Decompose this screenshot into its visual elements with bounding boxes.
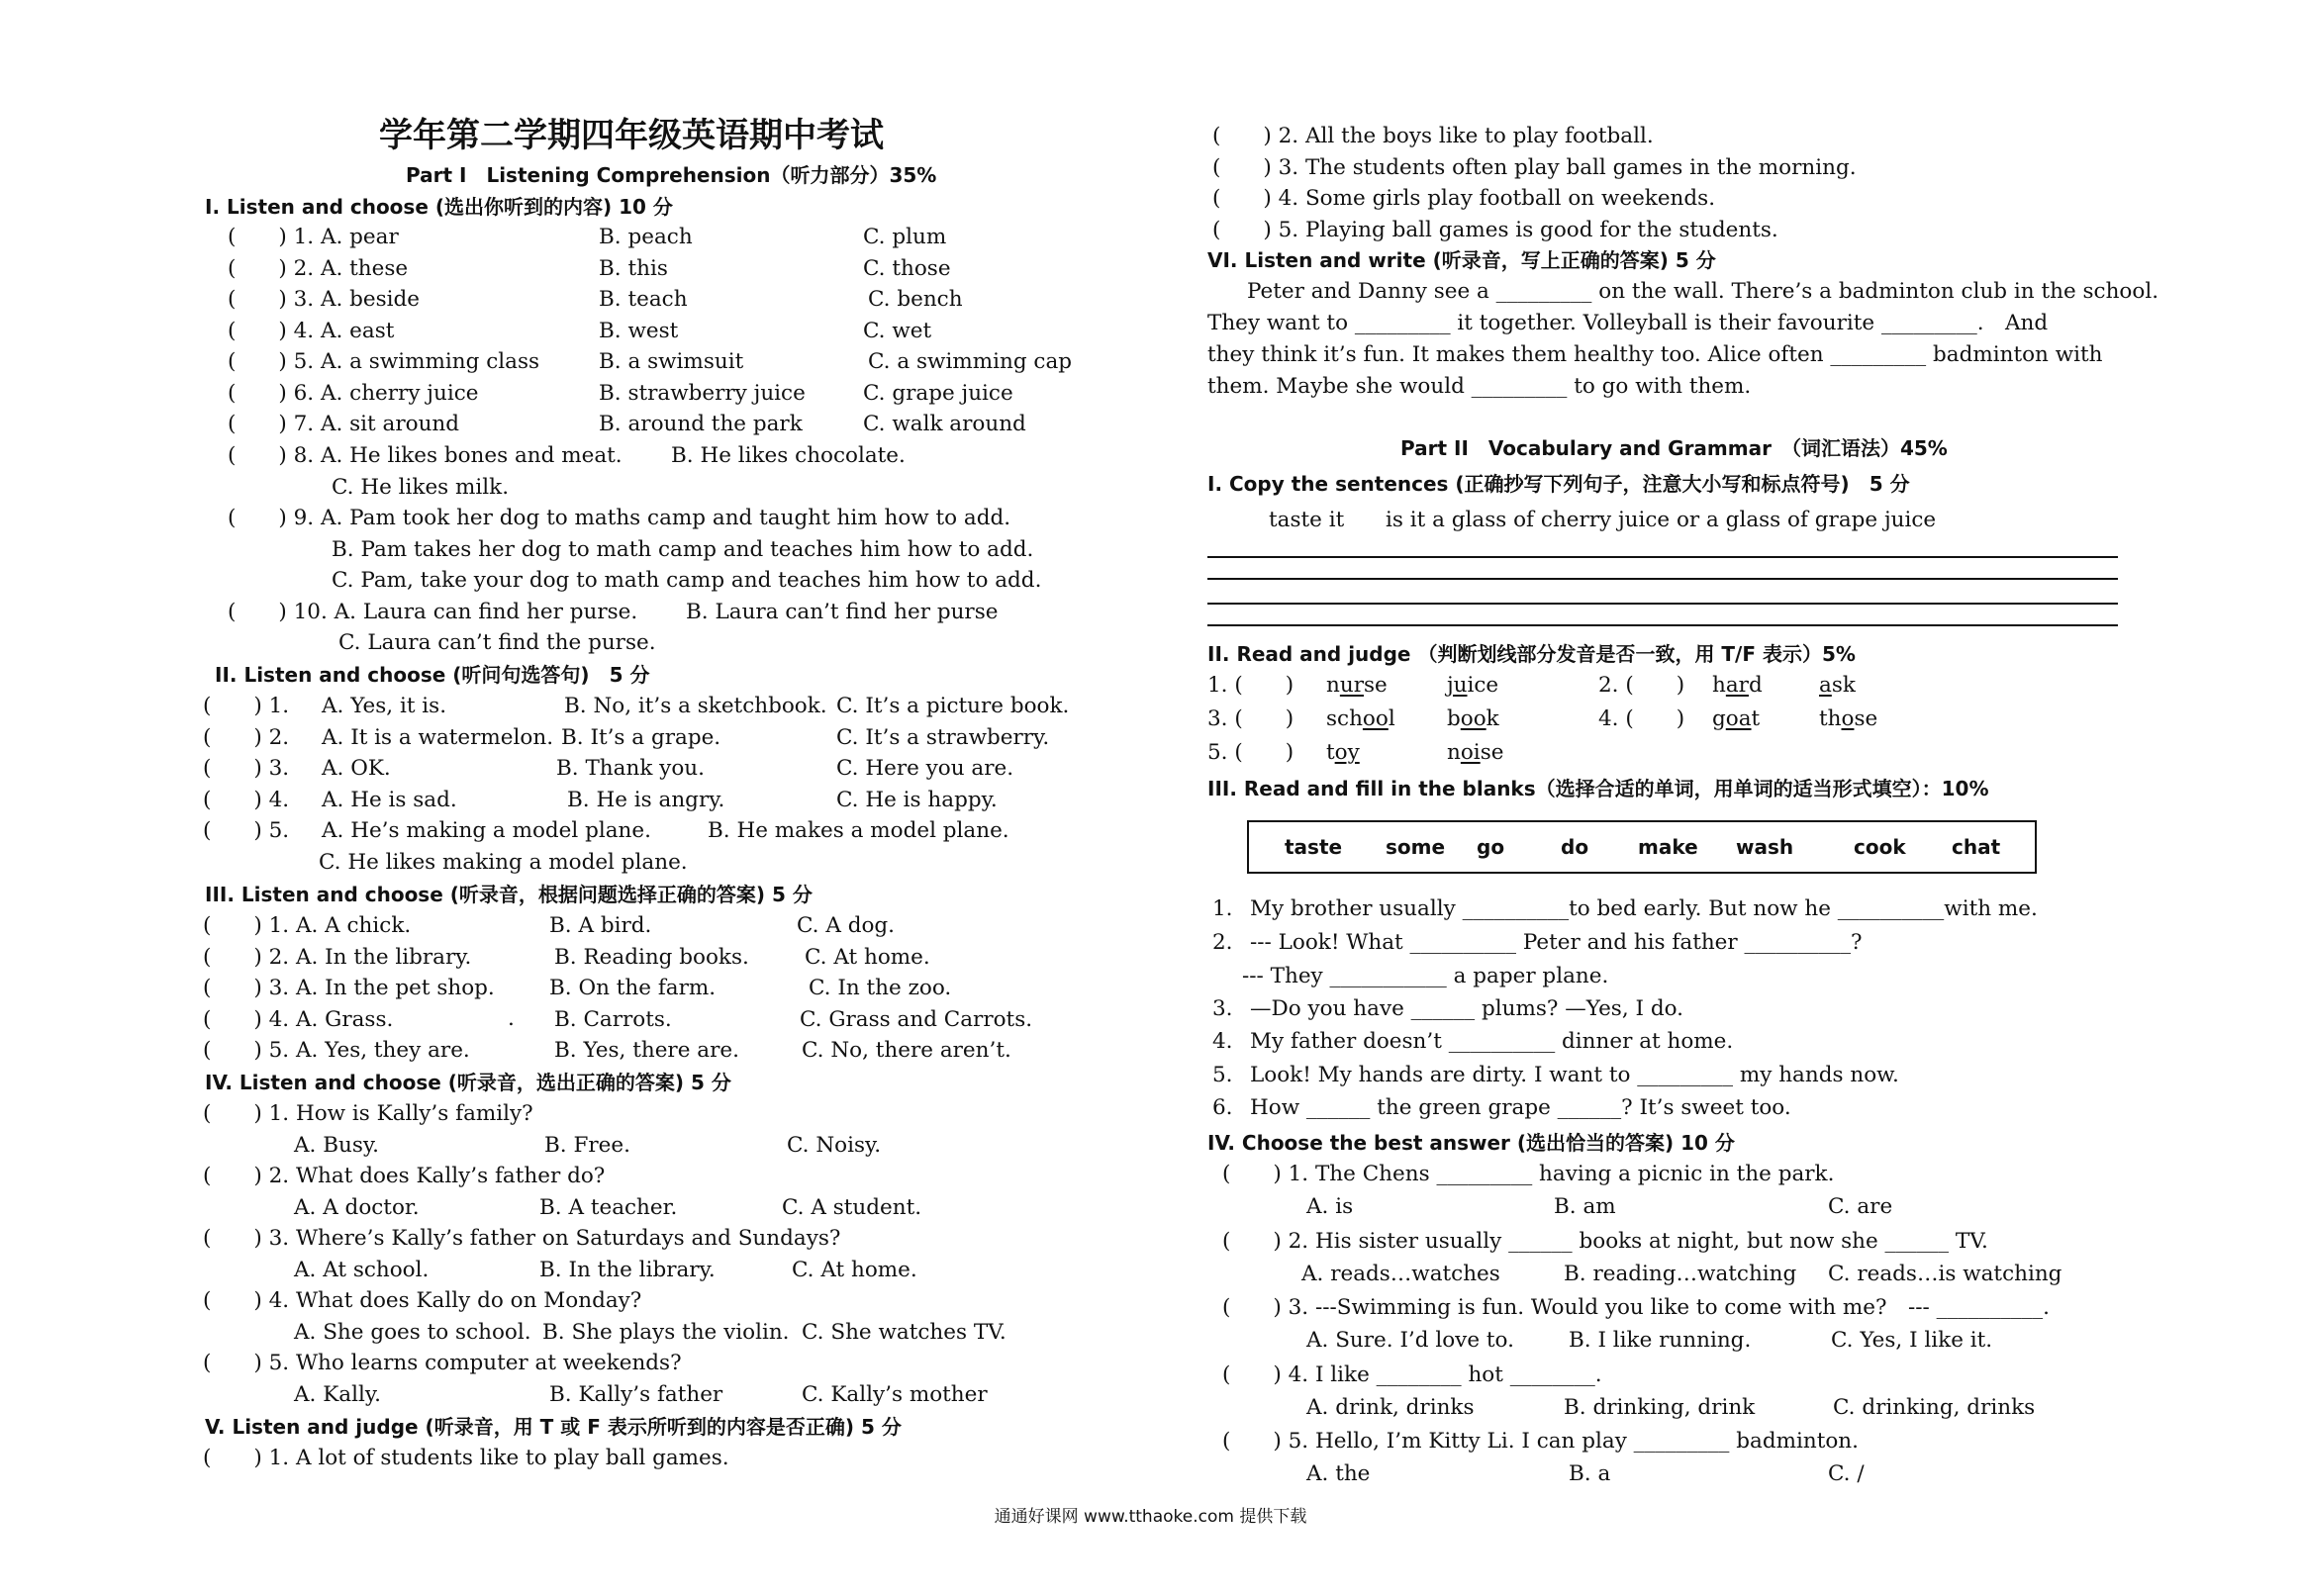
c3-item-text: Look! My hands are dirty. I want to _________ my hands now. [1250,1063,1899,1087]
s1-q8-c: C. He likes milk. [332,475,510,500]
c2-word: noise [1447,740,1504,765]
c2-word: those [1819,706,1878,731]
s1-option-b: B. strawberry juice [599,380,806,406]
c4-option-a: A. Sure. I’d love to. [1306,1328,1514,1353]
s1-question: ( ) 4. A. east [228,318,395,343]
s4-option-c: C. Noisy. [787,1133,882,1158]
s2-q5-prefix: ( ) 5. [203,818,290,843]
s2-option-c: C. Here you are. [836,756,1014,781]
s2-option-b: B. Thank you. [556,756,705,781]
c2-word: school [1326,706,1395,731]
s1-question: ( ) 7. A. sit around [228,412,460,436]
c4-option-b: B. a [1569,1461,1611,1486]
c2-word: toy [1326,740,1360,765]
c3-item-text: —Do you have ______ plums? —Yes, I do. [1250,996,1683,1021]
s2-prefix: ( ) 4. [203,787,290,812]
s1-option-c: C. plum [863,225,947,249]
s1-option-b: B. peach [599,225,693,249]
s2-option-c: C. It’s a strawberry. [836,724,1050,750]
s2-q5-b: B. He makes a model plane. [708,818,1009,843]
s4-option-c: C. Kally’s mother [802,1382,988,1407]
s4-question: ( ) 1. How is Kally’s family? [203,1101,533,1126]
s1-q9-b: B. Pam takes her dog to math camp and teaches him how to add. [332,537,1034,562]
c3-item-text: My father doesn’t __________ dinner at home. [1250,1029,1734,1054]
c2-word: juice [1447,673,1499,698]
s6-passage-line: them. Maybe she would _________ to go with them. [1207,374,1752,399]
s2-option-b: B. He is angry. [567,787,725,812]
s4-option-a: A. A doctor. [294,1195,420,1220]
c2-item-number: 3. ( ) [1207,706,1294,731]
c2-item-number: 5. ( ) [1207,740,1294,765]
c4-option-c: C. Yes, I like it. [1831,1328,1993,1353]
copy-line-3 [1207,603,2118,605]
s5-q1: ( ) 1. A lot of students like to play ball games. [203,1446,729,1470]
c2-word: ask [1819,673,1856,698]
s4-option-b: B. In the library. [539,1258,716,1282]
s4-option-c: C. A student. [782,1195,922,1220]
s1-q8-a: ( ) 8. A. He likes bones and meat. [228,443,623,468]
c3-item-number: 6. [1212,1095,1233,1120]
s2-prefix: ( ) 3. [203,756,290,781]
c2-word: nurse [1326,673,1388,698]
c4-question: ( ) 4. I like ________ hot ________. [1222,1361,1602,1387]
s4-option-b: B. She plays the violin. [542,1320,790,1345]
s3-option-b: B. Carrots. [554,1006,672,1032]
s3-option-c: C. Grass and Carrots. [800,1006,1033,1032]
s2-prefix: ( ) 1. [203,694,290,718]
s3-option-b: B. Reading books. [554,944,749,970]
copy-line-2 [1207,578,2118,580]
c4-question: ( ) 1. The Chens _________ having a picnic in the park. [1222,1162,1835,1186]
s4-option-a: A. At school. [294,1258,430,1282]
s3-option-c: C. A dog. [797,913,896,938]
s2-option-a: A. OK. [322,756,391,781]
s2-option-a: A. It is a watermelon. [322,724,554,750]
s1-option-c: C. grape juice [863,380,1013,406]
c2-item-number: 2. ( ) [1598,673,1685,698]
c4-option-c: C. reads…is watching [1828,1261,2062,1286]
s3-question: ( ) 1. A. A chick. [203,913,412,938]
s6-passage-line: They want to _________ it together. Volleyball is their favourite _________. And [1207,311,2049,335]
s3-stray-dot: . [508,1006,515,1031]
s6-heading: VI. Listen and write (听录音，写上正确的答案) 5 分 [1207,248,1716,272]
s5-question: ( ) 5. Playing ball games is good for the students. [1212,217,1778,242]
s2-q5-c: C. He likes making a model plane. [319,850,688,875]
word-bank-word: make [1638,835,1698,859]
s2-option-a: A. He is sad. [322,787,457,812]
word-bank-word: some [1386,835,1446,859]
s4-heading: IV. Listen and choose (听录音，选出正确的答案) 5 分 [205,1071,731,1094]
s3-heading: III. Listen and choose (听录音，根据问题选择正确的答案) 5 分 [205,883,813,906]
c4-option-a: A. is [1306,1194,1354,1219]
c3-item-number: 1. [1212,896,1233,921]
c4-option-b: B. I like running. [1569,1328,1752,1353]
s1-q10-c: C. Laura can’t find the purse. [338,630,656,655]
s4-option-c: C. At home. [792,1258,917,1282]
c4-option-b: B. drinking, drink [1564,1394,1756,1420]
c3-item-text: --- They ___________ a paper plane. [1242,964,1609,988]
s2-q5-a: A. He’s making a model plane. [322,818,651,843]
s2-option-a: A. Yes, it is. [322,694,447,718]
s1-option-c: C. a swimming cap [868,349,1073,374]
c3-heading: III. Read and fill in the blanks（选择合适的单词，用单词的适当形式填空）：10% [1207,777,1989,800]
s3-option-b: B. A bird. [549,913,652,938]
s2-option-b: B. No, it’s a sketchbook. [564,694,827,718]
c4-option-c: C. / [1828,1461,1865,1486]
s1-q9-c: C. Pam, take your dog to math camp and teaches him how to add. [332,568,1042,593]
part1-heading: Part I Listening Comprehension（听力部分）35% [406,163,937,187]
footer-credit: 通通好课网 www.tthaoke.com 提供下载 [994,1507,1307,1527]
s2-option-c: C. It’s a picture book. [836,694,1070,718]
s1-question: ( ) 6. A. cherry juice [228,380,479,406]
c4-heading: IV. Choose the best answer (选出恰当的答案) 10 分 [1207,1131,1735,1155]
s1-option-c: C. wet [863,318,932,343]
s5-question: ( ) 2. All the boys like to play football. [1212,124,1654,148]
c3-item-number: 3. [1212,996,1233,1021]
c1-words-1: taste it [1269,508,1345,532]
c1-words-2: is it a glass of cherry juice or a glass of grape juice [1386,508,1937,532]
s1-q10-a: ( ) 10. A. Laura can find her purse. [228,600,638,624]
s1-q10-b: B. Laura can’t find her purse [686,600,999,624]
s2-prefix: ( ) 2. [203,724,290,750]
c4-option-a: A. drink, drinks [1306,1394,1475,1420]
word-bank-word: chat [1952,835,2001,859]
s1-q9-a: ( ) 9. A. Pam took her dog to maths camp and taught him how to add. [228,506,1011,530]
s2-option-c: C. He is happy. [836,787,998,812]
c3-item-text: My brother usually __________to bed early. But now he __________with me. [1250,896,2038,921]
s5-question: ( ) 3. The students often play ball games in the morning. [1212,154,1857,180]
s3-option-b: B. On the farm. [549,976,717,1000]
s3-question: ( ) 2. A. In the library. [203,944,472,970]
s2-option-b: B. It’s a grape. [561,724,721,750]
s4-question: ( ) 3. Where’s Kally’s father on Saturdays and Sundays? [203,1226,841,1251]
c2-item-number: 1. ( ) [1207,673,1294,698]
s4-question: ( ) 2. What does Kally’s father do? [203,1164,606,1188]
s4-question: ( ) 5. Who learns computer at weekends? [203,1351,682,1375]
c4-option-a: A. the [1306,1461,1371,1486]
s3-option-c: C. At home. [805,944,930,970]
s3-question: ( ) 5. A. Yes, they are. [203,1038,470,1063]
copy-line-4 [1207,624,2118,626]
c4-option-c: C. are [1828,1194,1893,1219]
c2-heading: II. Read and judge （判断划线部分发音是否一致，用 T/F 表示）5% [1207,642,1856,666]
c4-question: ( ) 5. Hello, I’m Kitty Li. I can play _________ badminton. [1222,1429,1859,1454]
s3-option-c: C. In the zoo. [809,976,952,1000]
s1-option-b: B. around the park [599,412,803,436]
c2-word: hard [1712,673,1763,698]
s1-option-b: B. teach [599,287,688,312]
s4-option-b: B. Kally’s father [549,1382,723,1407]
s3-question: ( ) 4. A. Grass. [203,1006,394,1032]
s1-option-b: B. this [599,255,668,281]
word-bank-word: taste [1285,835,1343,859]
s3-option-b: B. Yes, there are. [554,1038,739,1063]
s6-passage-line: Peter and Danny see a _________ on the wall. There’s a badminton club in the school. [1247,279,2159,304]
s4-option-a: A. Busy. [294,1133,379,1158]
c4-question: ( ) 2. His sister usually ______ books at night, but now she ______ TV. [1222,1228,1988,1254]
word-bank-word: go [1477,835,1505,859]
s1-question: ( ) 3. A. beside [228,287,421,312]
c3-item-number: 5. [1212,1063,1233,1087]
s1-option-c: C. those [863,255,951,281]
s4-option-a: A. She goes to school. [294,1320,531,1345]
c3-item-number: 2. [1212,930,1233,955]
s1-question: ( ) 5. A. a swimming class [228,349,540,374]
s2-heading: II. Listen and choose (听问句选答句) 5 分 [215,663,650,687]
c3-item-text: How ______ the green grape ______? It’s sweet too. [1250,1095,1791,1120]
s1-option-c: C. bench [868,287,963,312]
c2-word: book [1447,706,1499,731]
c4-question: ( ) 3. ---Swimming is fun. Would you like to come with me? --- __________. [1222,1295,2050,1320]
c4-option-c: C. drinking, drinks [1833,1394,2036,1420]
word-bank-word: wash [1736,835,1794,859]
s1-option-c: C. walk around [863,412,1026,436]
c4-option-b: B. reading…watching [1564,1261,1797,1286]
s1-question: ( ) 2. A. these [228,255,409,281]
s1-q8-b: B. He likes chocolate. [671,443,906,468]
s4-question: ( ) 4. What does Kally do on Monday? [203,1288,642,1313]
c1-heading: I. Copy the sentences (正确抄写下列句子，注意大小写和标点符号) 5 分 [1207,472,1910,496]
c3-item-number: 4. [1212,1029,1233,1054]
s1-option-b: B. west [599,318,679,343]
s3-option-c: C. No, there aren’t. [802,1038,1011,1063]
s4-option-c: C. She watches TV. [802,1320,1007,1345]
c3-item-text: --- Look! What __________ Peter and his father __________? [1250,930,1863,955]
exam-title: 学年第二学期四年级英语期中考试 [379,116,884,155]
copy-line-1 [1207,556,2118,558]
s4-option-a: A. Kally. [294,1382,381,1407]
s5-heading: V. Listen and judge (听录音，用 T 或 F 表示所听到的内容是否正确) 5 分 [205,1415,902,1439]
s5-question: ( ) 4. Some girls play football on weekends. [1212,186,1716,211]
part2-heading: Part II Vocabulary and Grammar （词汇语法）45% [1400,436,1948,460]
word-bank-word: do [1561,835,1589,859]
s4-option-b: B. A teacher. [539,1195,678,1220]
word-bank-word: cook [1854,835,1906,859]
c2-word: goat [1712,706,1761,731]
c4-option-b: B. am [1554,1194,1616,1219]
s6-passage-line: they think it’s fun. It makes them healthy too. Alice often _________ badminton with [1207,342,2103,367]
c4-option-a: A. reads…watches [1301,1261,1500,1286]
s1-question: ( ) 1. A. pear [228,225,399,249]
c2-item-number: 4. ( ) [1598,706,1685,731]
s1-heading: I. Listen and choose (选出你听到的内容) 10 分 [205,195,673,219]
s4-option-b: B. Free. [544,1133,630,1158]
s1-option-b: B. a swimsuit [599,349,744,374]
s3-question: ( ) 3. A. In the pet shop. [203,976,495,1000]
